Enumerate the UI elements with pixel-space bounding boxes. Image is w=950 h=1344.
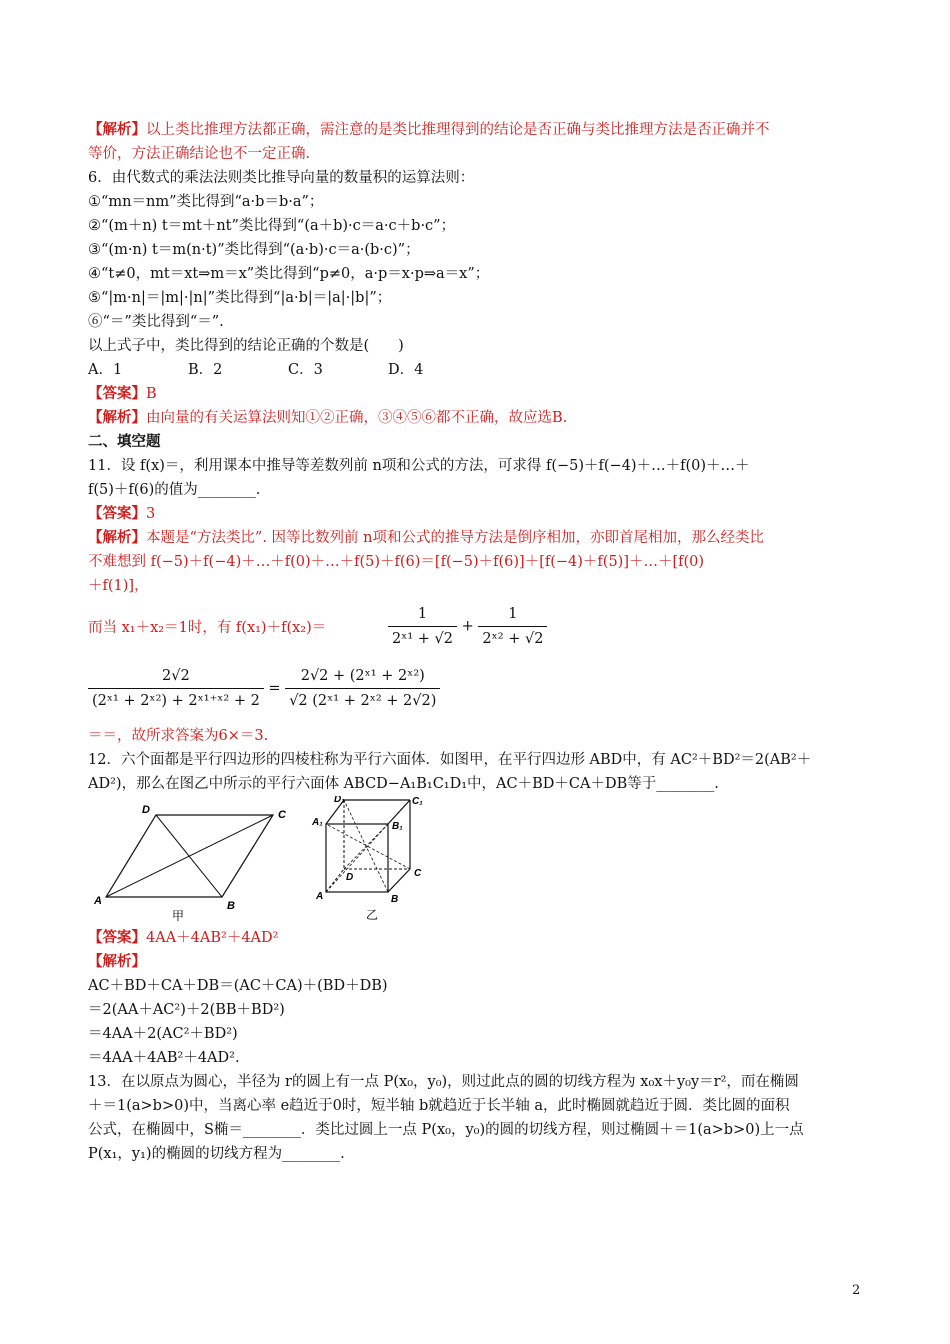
q11-stem: 11．设 f(x)＝，利用课本中推导等差数列前 n项和公式的方法，可求得 f(−5)＋f(−4)＋…＋f(0)＋…＋ [88,458,750,474]
q12-step-1: AC＋BD＋CA＋DB＝(AC＋CA)＋(BD＋DB) [88,978,388,994]
parallelogram-figure [93,804,287,923]
q12-answer [88,926,868,950]
label-c: C [414,868,422,879]
label-b: B [391,894,399,905]
q6-item-6: ⑥“＝”类比得到“＝”. [88,314,224,330]
label-c1: C₁ [412,796,423,807]
q12-analysis-tag: 【解析】 [88,953,146,970]
q12-stem-cont: AD²)，那么在图乙中所示的平行六面体 ABCD−A₁B₁C₁D₁中，AC＋BD＋CA＋DB等于________. [88,776,719,792]
label-b1: B₁ [392,821,403,832]
q12-step-3: ＝4AA＋2(AC²＋BD²) [88,1026,238,1042]
label-d1: D₁ [334,796,345,805]
q11-analysis [88,526,868,550]
label-d: D [346,872,354,883]
section-heading: 二、填空题 [88,433,161,450]
analysis-text: 以上类比推理方法都正确，需注意的是类比推理得到的结论是否正确与类比推理方法是否正确并不 [146,122,770,138]
fraction-numerator: 2√2 + (2ˣ¹ + 2ˣ²) [285,664,440,689]
choice-a: A．1 [88,362,123,378]
q11-final: ＝＝，故所求答案为6×＝3. [88,728,269,744]
label-b: B [227,900,235,912]
diagonal-bd [156,815,222,897]
q12-step-2: ＝2(AA＋AC²)＋2(BB＋BD²) [88,1002,285,1018]
fraction-numerator: 2√2 [88,664,264,689]
q6-item-1: ①“mn＝nm”类比得到“a·b＝b·a”； [88,194,324,210]
answer-tag: 【答案】 [88,505,146,522]
q6-choices [88,358,868,382]
fraction-denominator: 2ˣ¹ + √2 [392,631,454,647]
q6-item-3: ③“(m·n) t＝m(n·t)”类比得到“(a·b)·c＝a·(b·c)”； [88,242,420,258]
analysis-line [88,118,868,142]
fraction-denominator: 2ˣ² + √2 [482,631,544,647]
fraction-denominator: (2ˣ¹ + 2ˣ²) + 2ˣ¹⁺ˣ² + 2 [92,693,260,709]
fraction-numerator: 1 [388,602,457,627]
q12-step-4: ＝4AA＋4AB²＋4AD². [88,1050,240,1066]
equals-sign: = [268,680,281,697]
label-d: D [142,804,150,816]
parallelepiped-figure [311,796,423,922]
q13-line-3: 公式，在椭圆中，S椭＝________．类比过圆上一点 P(x₀，y₀)的圆的切线方程，则过椭圆＋＝1(a>b>0)上一点 [88,1122,804,1138]
q11-formula-row-1 [88,598,868,656]
fraction-2 [88,664,440,713]
choice-c: C．3 [288,362,323,378]
fraction-denominator: √2 (2ˣ¹ + 2ˣ² + 2√2) [289,693,437,709]
q13-line-4: P(x₁，y₁)的椭圆的切线方程为________. [88,1146,345,1162]
analysis-tag: 【解析】 [88,409,146,426]
analysis-text: 本题是“方法类比”. 因等比数列前 n项和公式的推导方法是倒序相加，亦即首尾相加，那么经类比 [146,530,764,546]
q6-item-5: ⑤“|m·n|＝|m|·|n|”类比得到“|a·b|＝|a|·|b|”； [88,290,392,306]
choice-d: D．4 [388,362,424,378]
hidden-edge-ad [326,869,344,892]
q6-analysis [88,406,868,430]
q6-item-4: ④“t≠0，mt＝xt⇒m＝x”类比得到“p≠0，a·p＝x·p⇒a＝x”； [88,266,490,282]
q11-formula-row-2 [88,656,868,724]
answer-tag: 【答案】 [88,929,146,946]
page-number: 2 [852,1283,861,1298]
q13-line-2: ＋＝1(a>b>0)中，当离心率 e趋近于0时，短半轴 b就趋近于长半轴 a，此时椭圆就趋近于圆．类比圆的面积 [88,1098,790,1114]
figures-svg [88,796,868,926]
analysis-text: 由向量的有关运算法则知①②正确，③④⑤⑥都不正确，故应选B. [146,410,568,426]
analysis-tag: 【解析】 [88,529,146,546]
fraction-1 [388,602,547,651]
analysis-tag: 【解析】 [88,121,146,138]
q6-item-2: ②“(m＋n) t＝mt＋nt”类比得到“(a＋b)·c＝a·c＋b·c”； [88,218,456,234]
label-a: A [94,895,102,907]
edge-bc [388,869,410,892]
diagonal-ac1 [326,800,410,892]
fraction-numerator: 1 [478,602,547,627]
caption-yi: 乙 [366,908,379,922]
q13-line-1: 13．在以原点为圆心，半径为 r的圆上有一点 P(x₀，y₀)，则过此点的圆的切线方程为 x₀x＋y₀y＝r²，而在椭圆 [88,1074,799,1090]
q11-analysis-3: ＋f(1)]， [88,578,149,594]
answer-value: 4AA＋4AB²＋4AD² [146,930,279,946]
label-a: A [316,891,324,902]
label-c: C [278,809,286,821]
label-a1: A₁ [312,817,323,828]
choice-b: B．2 [188,362,223,378]
caption-jia: 甲 [172,909,185,923]
q6-ask: 以上式子中，类比得到的结论正确的个数是( ) [88,338,404,354]
q6-answer [88,382,868,406]
answer-tag: 【答案】 [88,385,146,402]
q12-figures [88,796,868,926]
answer-value: 3 [146,506,156,522]
q11-answer [88,502,868,526]
analysis-text-cont: 等价，方法正确结论也不一定正确. [88,146,311,162]
plus-sign: + [461,618,474,635]
answer-value: B [146,386,157,402]
q12-stem: 12．六个面都是平行四边形的四棱柱称为平行六面体．如图甲，在平行四边形 ABD中，有 AC²＋BD²＝2(AB²＋ [88,752,812,768]
q11-stem-cont: f(5)＋f(6)的值为________. [88,482,261,498]
q11-when: 而当 x₁＋x₂＝1时，有 f(x₁)＋f(x₂)＝ [88,620,327,636]
q6-stem: 6．由代数式的乘法法则类比推导向量的数量积的运算法则： [88,170,475,186]
page-content [88,118,868,1166]
q11-analysis-2: 不难想到 f(−5)＋f(−4)＋…＋f(0)＋…＋f(5)＋f(6)＝[f(−5)＋f(6)]＋[f(−4)＋f(5)]＋…＋[f(0) [88,554,705,570]
